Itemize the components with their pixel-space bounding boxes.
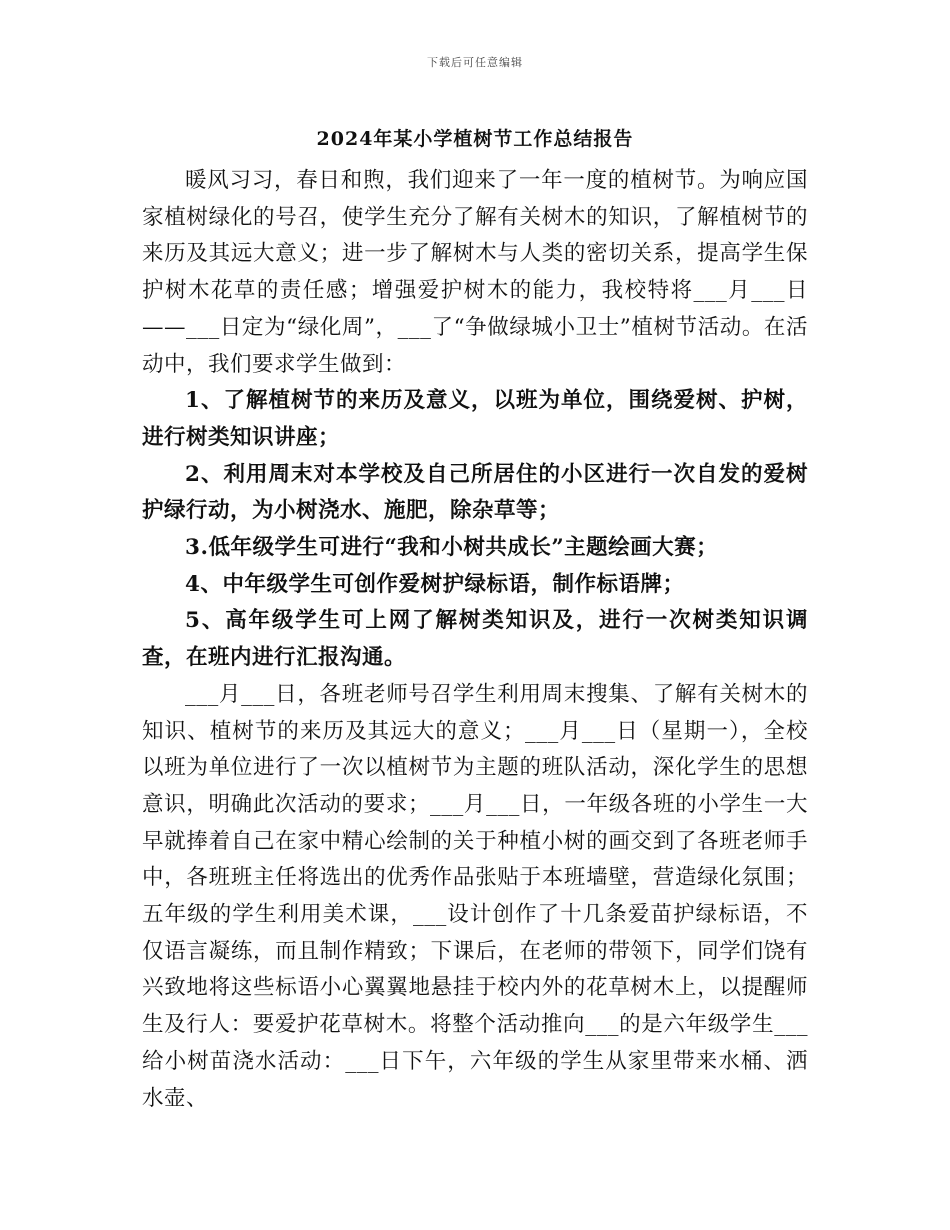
requirement-item-1: 1、了解植树节的来历及意义，以班为单位，围绕爱树、护树，进行树类知识讲座； [142, 388, 808, 450]
requirement-item-5: 5、高年级学生可上网了解树类知识及，进行一次树类知识调查，在班内进行汇报沟通。 [142, 608, 808, 671]
requirement-item-3: 3.低年级学生可进行“我和小树共成长”主题绘画大赛； [185, 535, 719, 561]
requirement-item-4: 4、中年级学生可创作爱树护绿标语，制作标语牌； [185, 571, 685, 597]
intro-paragraph: 暖风习习，春日和煦，我们迎来了一年一度的植树节。为响应国家植树绿化的号召，使学生充分了解有关树木的知识，了解植树节的来历及其远大意义；进一步了解树木与人类的密切关系，提高学生保护树木花草的责任感；增强爱护树木的能力，我校特将___月___日——___日定为“绿化周”，___了“争做绿城小卫士”植树节活动。在活动中，我们要求学生做到： [142, 168, 808, 377]
page-header-note: 下载后可任意编辑 [427, 56, 523, 69]
document-body [142, 163, 808, 1117]
activity-paragraph: ___月___日，各班老师号召学生利用周末搜集、了解有关树木的知识、植树节的来历及其远大的意义；___月___日（星期一），全校以班为单位进行了一次以植树节为主题的班队活动，深化学生的思想意识，明确此次活动的要求；___月___日，一年级各班的小学生一大早就捧着自己在家中精心绘制的关于种植小树的画交到了各班老师手中，各班班主任将选出的优秀作品张贴于本班墙壁，营造绿化氛围；五年级的学生利用美术课，___设计创作了十几条爱苗护绿标语，不仅语言凝练，而且制作精致；下课后，在老师的带领下，同学们饶有兴致地将这些标语小心翼翼地悬挂于校内外的花草树木上，以提醒师生及行人：要爱护花草树木。将整个活动推向___的是六年级学生___给小树苗浇水活动：___日下午，六年级的学生从家里带来水桶、洒水壶、 [142, 681, 808, 1111]
requirement-item-2: 2、利用周末对本学校及自己所居住的小区进行一次自发的爱树护绿行动，为小树浇水、施肥，除杂草等； [142, 461, 808, 524]
document-title: 2024年某小学植树节工作总结报告 [316, 128, 634, 150]
